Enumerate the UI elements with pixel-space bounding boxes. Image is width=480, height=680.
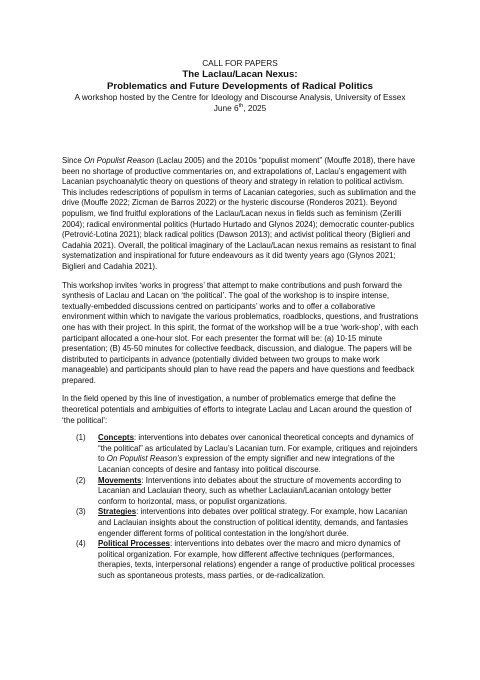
list-term: Concepts [98,433,134,443]
p1-start: Since [62,156,84,165]
header [40,58,440,114]
list-term: Strategies [98,507,137,517]
list-text: : interventions into debates over canonical theoretical concepts and dynamics of “the political” as articulated by Laclau’s Lacanian turn. For example, critiques and rejoinders to [98,433,418,464]
list-item-political-processes [76,539,420,581]
list-number: (2) [76,475,86,485]
list-text: : Interventions into debates about the structure of movements according to Lacanian and Laclauian theory, such as whether Laclauian/Lacanian ontology better conform to horizontal, mass, or populist organizations. [98,475,402,506]
paragraph-intro [62,156,420,273]
list-text-rest: expression of the empty signifier and new integrations of the Lacanian concepts of desire and fantasy into political discourse. [98,454,395,475]
title-line-2: Problematics and Future Developments of Radical Politics [106,80,374,92]
list-item-strategies [76,507,420,539]
p1-rest: (Laclau 2005) and the 2010s “populist moment” (Mouffe 2018), there have been no shortage of productive commentaries on, and extrapolations of, Laclau’s engagement with Lacanian psychoanalytic theory on questions of theory and strategy in relation to political activism. This includes redescriptions of populism in terms of Lacanian categories, such as sublimation and the drive (Mouffe 2022; Zicman de Barros 2022) or the hysteric discourse (Ronderos 2021). Beyond populism, we find fruitful explorations of the Laclau/Lacan nexus in fields such as feminism (Zerilli 2004); radical environmental politics (Hurtado Hurtado and Glynos 2024); democratic counter-publics (Petrović-Lotina 2021); black radical politics (Dawson 2013); and activist political theory (Biglieri and Cadahia 2021). Overall, the political imaginary of the Laclau/Lacan nexus remains as resistant to final systematization and inspirational for future endeavours as it did twenty years ago (Glynos 2021; Biglieri and Cadahia 2021). [62,156,416,271]
list-item-movements [76,476,420,508]
p1-book-title: On Populist Reason [83,156,155,165]
date-suffix: th [238,103,244,110]
workshop-date [40,103,440,114]
list-text-italic: On Populist Reason’s [106,454,183,464]
body-text [62,156,420,582]
date-prefix: June 6 [213,103,239,113]
list-text: : interventions into debates over the macro and micro dynamics of political organization. For example, how different affective techniques (performances, therapies, texts, interpersonal relations) engender a range of productive political processes such as spontaneous protests, mass parties, or de-radicalization. [98,539,415,580]
date-year: , 2025 [243,103,267,113]
list-item-concepts [76,433,420,475]
problematics-list [62,433,420,581]
list-term: Political Processes [98,539,170,549]
list-text: : interventions into debates over political strategy. For example, how Lacanian and Laclauian insights about the construction of political identity, demands, and fantasies engender different forms of political contestation in the long/short durée. [98,507,408,538]
list-number: (1) [76,433,86,443]
paragraph-problematics: In the field opened by this line of investigation, a number of problematics emerge that define the theoretical potentials and ambiguities of efforts to integrate Laclau and Lacan around the question of ‘the political’: [62,394,412,425]
call-for-papers-label: CALL FOR PAPERS [202,58,278,68]
list-number: (3) [76,507,86,517]
list-term: Movements [98,475,142,485]
paragraph-format: This workshop invites ‘works in progress’ that attempt to make contributions and push forward the synthesis of Laclau and Lacan on ‘the political’. The goal of the workshop is to inspire intense, textually-embedded discussions centred on participants’ works and to offer a collaborative environment within which to navigate the various problematics, roadblocks, questions, and frustrations one has with their project. In this spirit, the format of the workshop will be a true ‘work-shop’, with each participant allocated a one-hour slot. For each presenter the format will be: (a) 10-15 minute presentation; (B) 45-50 minutes for collective feedback, discussion, and dialogue. The papers will be distributed to participants in advance (potentially divided between two groups to make work manageable) and participants should plan to have read the papers and have questions and feedback prepared. [62,280,419,385]
title-line-1: The Laclau/Lacan Nexus: [182,69,298,80]
list-number: (4) [76,539,86,549]
workshop-subtitle: A workshop hosted by the Centre for Ideology and Discourse Analysis, University of Essex [74,92,406,102]
